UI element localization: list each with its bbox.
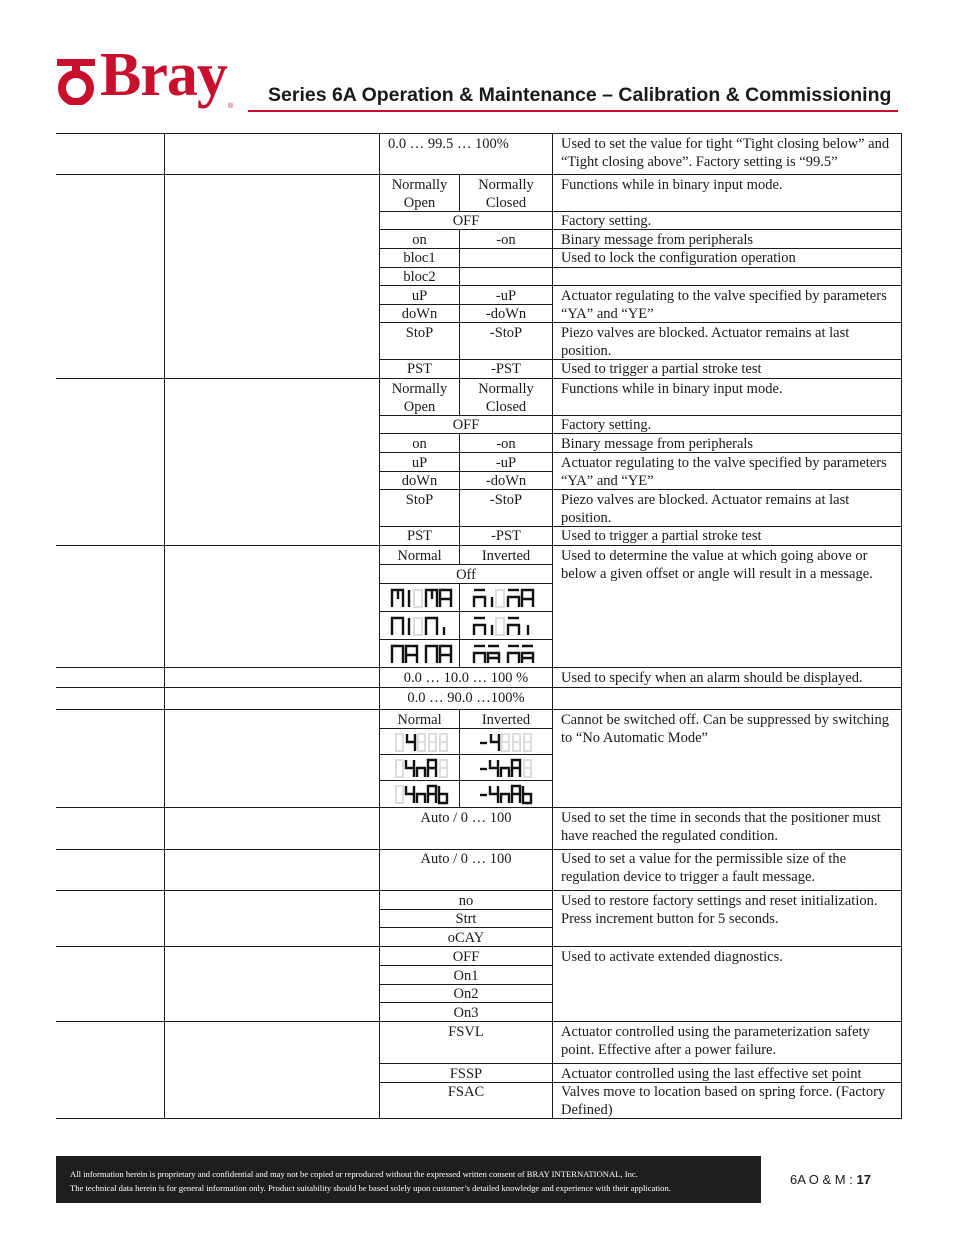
bin2-down: doWn [401, 473, 438, 489]
reset-strt: Strt [455, 911, 477, 927]
page-number [790, 1172, 871, 1187]
brand-name: Bray [100, 41, 227, 109]
bin1-bloc2: bloc2 [403, 269, 436, 285]
bin2-pst-inverted: -PST [491, 528, 521, 544]
page-label: 6A O & M : [790, 1172, 857, 1187]
alarm-desc: Used to determine the value at which going above or below a given offset or angle will result in a message. [561, 548, 873, 582]
bin2-header-normally-closed: Normally Closed [478, 381, 534, 415]
bin1-on-desc: Binary message from peripherals [561, 232, 754, 248]
alarm-display-ma-ma [390, 643, 454, 665]
alarm-display-inv-ma-ma [472, 643, 536, 665]
alarm-threshold-range: 0.0 … 10.0 … 100 % [403, 670, 529, 686]
bin1-stop-inverted: -StoP [489, 325, 523, 341]
bin2-stop: StoP [405, 492, 434, 508]
fault-display-inv-4nab [478, 783, 534, 805]
tight-closing-range: 0.0 … 99.5 … 100% [388, 136, 509, 152]
alarm-off: Off [456, 567, 476, 583]
bin2-stop-inverted: -StoP [489, 492, 523, 508]
bin1-up-inverted: -uP [495, 288, 517, 304]
reset-ocay: oCAY [447, 930, 485, 946]
reset-desc: Used to restore factory settings and reset initialization. Press increment button for 5 seconds. [561, 893, 878, 927]
bin2-header-normally-open: Normally Open [391, 381, 448, 415]
monitoring-time-desc: Used to set the time in seconds that the positioner must have reached the regulated condition. [561, 810, 881, 844]
header-rule [248, 110, 898, 112]
bin2-off: OFF [452, 417, 480, 433]
diag-on3: On3 [453, 1005, 479, 1021]
fault-display-4 [394, 731, 450, 753]
safety-fsvl-desc: Actuator controlled using the parameterization safety point. Effective after a power failure. [561, 1024, 870, 1058]
fault-inverted: Inverted [481, 712, 531, 728]
safety-fsvl: FSVL [448, 1024, 484, 1040]
bin1-bloc1: bloc1 [403, 250, 436, 266]
bin1-up: uP [411, 288, 428, 304]
bin2-up-inverted: -uP [495, 455, 517, 471]
bin2-header-desc: Functions while in binary input mode. [561, 381, 783, 397]
safety-fsac: FSAC [447, 1084, 485, 1100]
fault-display-4nab [394, 783, 450, 805]
bin1-off: OFF [452, 213, 480, 229]
bin1-down-inverted: -doWn [485, 306, 527, 322]
bin1-stop-desc: Piezo valves are blocked. Actuator remains at last position. [561, 325, 850, 359]
monitoring-time-range: Auto / 0 … 100 [420, 810, 512, 826]
footer-disclaimer [56, 1156, 761, 1203]
bin1-header-normally-open: Normally Open [391, 177, 448, 211]
bin2-pst: PST [407, 528, 432, 544]
diag-off: OFF [452, 949, 480, 965]
diag-on1: On1 [453, 968, 479, 984]
fault-display-4na [394, 757, 450, 779]
registered-mark: ® [228, 103, 234, 110]
bin2-pst-desc: Used to trigger a partial stroke test [561, 528, 762, 544]
bin1-header-desc: Functions while in binary input mode. [561, 177, 783, 193]
bin2-down-inverted: -doWn [485, 473, 527, 489]
bin1-pst-inverted: -PST [491, 361, 521, 377]
bin1-header-normally-closed: Normally Closed [478, 177, 534, 211]
bin2-up: uP [411, 455, 428, 471]
bray-logo-icon [55, 55, 101, 105]
bin1-off-desc: Factory setting. [561, 213, 652, 229]
alarm-display-mi-mi [390, 615, 454, 637]
bin2-stop-desc: Piezo valves are blocked. Actuator remains at last position. [561, 492, 850, 526]
bin1-pst-desc: Used to trigger a partial stroke test [561, 361, 762, 377]
fault-normal: Normal [397, 712, 442, 728]
bin1-on-inverted: -on [496, 232, 516, 248]
bin2-on-inverted: -on [496, 436, 516, 452]
bin2-up-desc: Actuator regulating to the valve specified by parameters “YA” and “YE” [561, 455, 887, 489]
bin2-off-desc: Factory setting. [561, 417, 652, 433]
diag-desc: Used to activate extended diagnostics. [561, 949, 783, 965]
page-title: Series 6A Operation & Maintenance – Calibration & Commissioning [268, 84, 892, 106]
deviation-limit-range: Auto / 0 … 100 [420, 851, 512, 867]
bin1-stop: StoP [405, 325, 434, 341]
disclaimer-line-1: All information herein is proprietary and confidential and may not be copied or reproduced without the expressed written consent of BRAY INTERNATIONAL, Inc. [70, 1169, 638, 1179]
bin2-on: on [412, 436, 427, 452]
alarm-display-inv-mi-mi [472, 615, 536, 637]
bin1-down: doWn [401, 306, 438, 322]
fault-desc: Cannot be switched off. Can be suppressed by switching to “No Automatic Mode” [561, 712, 889, 746]
page-number-value: 17 [856, 1172, 871, 1187]
bin1-up-desc: Actuator regulating to the valve specified by parameters “YA” and “YE” [561, 288, 887, 322]
safety-fsac-desc: Valves move to location based on spring force. (Factory Defined) [561, 1084, 886, 1118]
alarm-threshold-desc: Used to specify when an alarm should be displayed. [561, 670, 863, 686]
disclaimer-line-2: The technical data herein is for general information only. Product suitability should be based solely upon customer’s detailed knowledge and experience with their application. [70, 1183, 671, 1193]
reset-no: no [458, 893, 474, 909]
bin1-bloc1-desc: Used to lock the configuration operation [561, 250, 796, 266]
alarm-display-mi-ma [390, 587, 454, 609]
fault-display-inv-4na [478, 757, 534, 779]
alarm-inverted: Inverted [481, 548, 531, 564]
safety-fssp: FSSP [449, 1066, 483, 1082]
safety-fssp-desc: Actuator controlled using the last effective set point [561, 1066, 862, 1082]
bin1-on: on [412, 232, 427, 248]
page-header [0, 0, 954, 130]
diag-on2: On2 [453, 986, 479, 1002]
bin1-pst: PST [407, 361, 432, 377]
alarm-threshold-range-2: 0.0 … 90.0 …100% [407, 690, 525, 706]
tight-closing-desc: Used to set the value for tight “Tight closing below” and “Tight closing above”. Factory setting is “99.5” [561, 136, 890, 170]
deviation-limit-desc: Used to set a value for the permissible size of the regulation device to trigger a fault message. [561, 851, 847, 885]
fault-display-inv-4 [478, 731, 534, 753]
alarm-display-inv-mi-ma [472, 587, 536, 609]
bin2-on-desc: Binary message from peripherals [561, 436, 754, 452]
alarm-normal: Normal [397, 548, 442, 564]
